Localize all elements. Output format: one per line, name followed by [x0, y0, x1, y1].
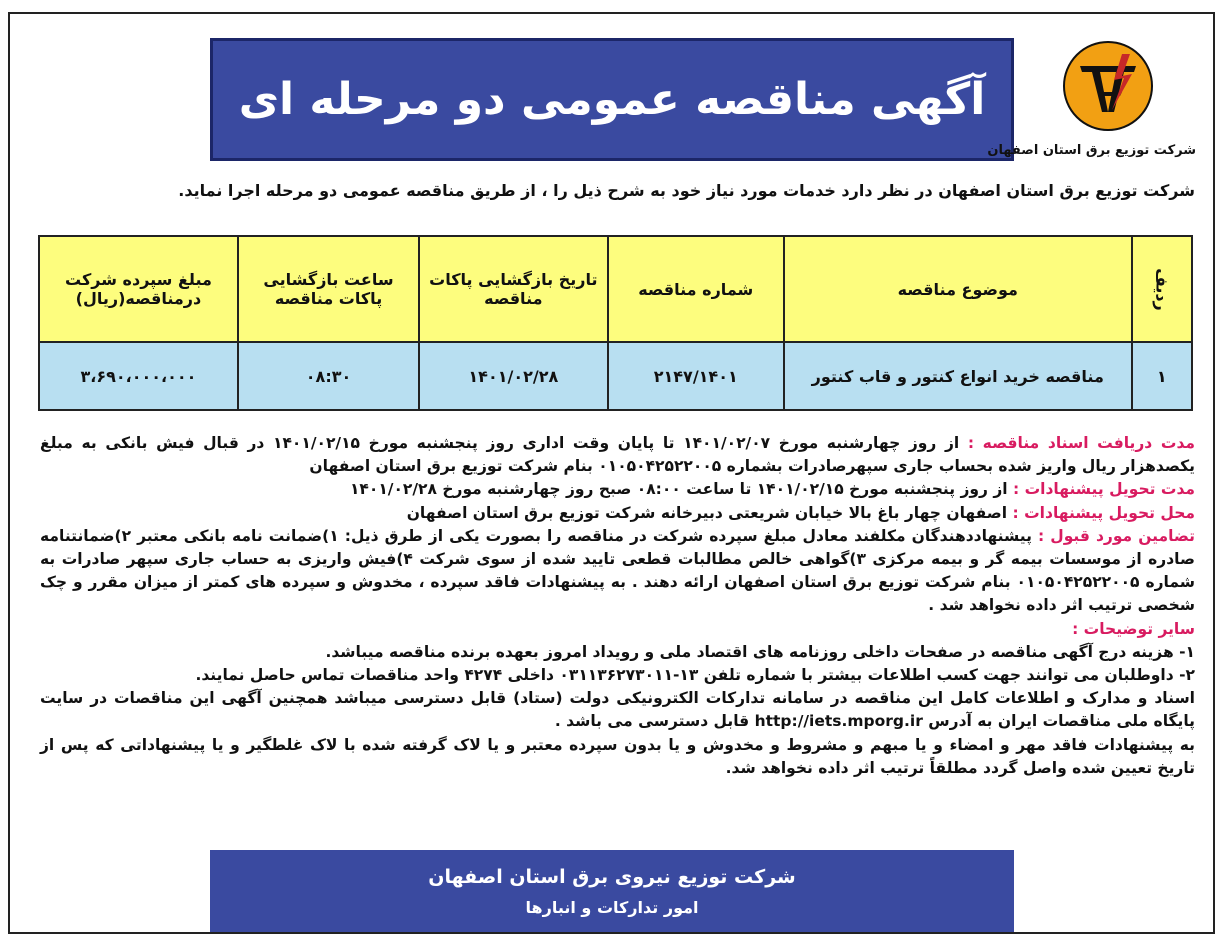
setad-paragraph [40, 687, 1195, 733]
header-opening-time: ساعت بازگشایی پاکات مناقصه [238, 236, 419, 342]
other-notes-heading [40, 618, 1195, 641]
notice-body [40, 432, 1195, 780]
cell-number: ۲۱۴۷/۱۴۰۱ [608, 342, 784, 410]
intro-paragraph: شرکت توزیع برق استان اصفهان در نظر دارد خدمات مورد نیاز خود به شرح ذیل را ، از طریق مناقصه عمومی دو مرحله اجرا نماید. [178, 181, 1195, 200]
guarantee-label: تضامین مورد قبول : [1037, 526, 1195, 545]
table-row [39, 342, 1192, 410]
rejection-paragraph: به پیشنهادات فاقد مهر و امضاء و یا مبهم و مشروط و مخدوش و یا بدون سپرده معتبر و یا لاک گرفته شده با لاک غلطگیر و یا پیشنهاداتی که پس از تاریخ تعیین شده واصل گردد مطلقاً ترتیب اثر داده نخواهد شد. [40, 735, 1195, 777]
delivery-place-label: محل تحویل پیشنهادات : [1012, 503, 1195, 522]
website-link[interactable]: http://iets.mporg.ir [754, 712, 923, 731]
header-deposit: مبلغ سپرده شرکت درمناقصه(ریال) [39, 236, 238, 342]
cell-index: ۱ [1132, 342, 1192, 410]
tender-table [38, 235, 1193, 411]
footer-company: شرکت توزیع نیروی برق استان اصفهان [428, 865, 796, 888]
cell-deposit: ۳،۶۹۰،۰۰۰،۰۰۰ [39, 342, 238, 410]
page-title: آگهی مناقصه عمومی دو مرحله ای [238, 74, 986, 125]
header-opening-date: تاریخ بازگشایی پاکات مناقصه [419, 236, 607, 342]
title-banner [210, 38, 1014, 161]
footer-banner [210, 850, 1014, 932]
cell-opening-date: ۱۴۰۱/۰۲/۲۸ [419, 342, 607, 410]
doc-period-label: مدت دریافت اسناد مناقصه : [967, 434, 1195, 452]
delivery-place-text: اصفهان چهار باغ بالا خیابان شریعتی دبیرخانه شرکت توزیع برق استان اصفهان [406, 503, 1013, 522]
company-name: شرکت توزیع برق استان اصفهان [987, 143, 1196, 158]
doc-period-paragraph [40, 432, 1195, 478]
delivery-place-paragraph [40, 502, 1195, 525]
table-header-row [39, 236, 1192, 342]
delivery-period-label: مدت تحویل پیشنهادات : [1012, 480, 1195, 499]
header-number: شماره مناقصه [608, 236, 784, 342]
cell-subject: مناقصه خرید انواع کنتور و قاب کنتور [784, 342, 1132, 410]
cell-opening-time: ۰۸:۳۰ [238, 342, 419, 410]
delivery-period-text: از روز پنجشنبه مورخ ۱۴۰۱/۰۲/۱۵ تا ساعت ۰۸:۰۰ صبح روز چهارشنبه مورخ ۱۴۰۱/۰۲/۲۸ [349, 480, 1013, 499]
delivery-period-paragraph [40, 478, 1195, 501]
guarantee-text: پیشنهاددهندگان مکلفند معادل مبلغ سپرده شرکت در مناقصه را بصورت یکی از طرق ذیل: ۱)ضمانت نامه بانکی معتبر ۲)ضمانتنامه صادره از موسسات بیمه گر و بیمه مرکزی ۳)گواهی خالص مطالبات قطعی تایید شده از سوی شرکت ۴)فیش واریزی به حساب جاری سپهر صادرات به شماره ۰۱۰۵۰۴۲۵۲۲۰۰۵ بنام شرکت توزیع برق استان اصفهان ارائه دهند . به پیشنهادات فاقد سپرده ، مخدوش و سپرده های کمتر از میزان مقرر و چک شخصی ترتیب اثر داده نخواهد شد . [40, 526, 1195, 615]
footer-department: امور تدارکات و انبارها [525, 897, 699, 917]
note-2: ۲- داوطلبان می توانند جهت کسب اطلاعات بیشتر با شماره تلفن ۱۳-۰۳۱۱۳۶۲۷۳۰۱۱ داخلی ۴۲۷۴ واحد مناقصات تماس حاصل نمایند. [195, 666, 1195, 685]
header-subject: موضوع مناقصه [784, 236, 1132, 342]
setad-text-end: قابل دسترسی می باشد . [554, 712, 755, 731]
note-1: ۱- هزینه درج آگهی مناقصه در صفحات داخلی روزنامه های اقتصاد ملی و رویداد امروز بعهده برنده مناقصه میباشد. [325, 642, 1195, 661]
company-logo-icon [1062, 40, 1154, 132]
header-index: ردیف [1132, 236, 1192, 342]
doc-period-text: از روز چهارشنبه مورخ ۱۴۰۱/۰۲/۰۷ تا پایان وقت اداری روز پنجشنبه مورخ ۱۴۰۱/۰۲/۱۵ در قبال فیش بانکی به مبلغ یکصدهزار ریال واریز شده بحساب جاری سپهرصادرات بشماره ۰۱۰۵۰۴۲۵۲۲۰۰۵ بنام شرکت توزیع برق استان اصفهان [40, 434, 1195, 476]
setad-text: اسناد و مدارک و اطلاعات کامل این مناقصه در سامانه تدارکات الکترونیکی دولت (ستاد) قابل دسترسی میباشد همچنین آگهی این مناقصات در سایت پایگاه ملی مناقصات ایران به آدرس [40, 689, 1195, 731]
other-notes-label: سایر توضیحات : [1072, 619, 1195, 638]
guarantee-paragraph [40, 525, 1195, 618]
